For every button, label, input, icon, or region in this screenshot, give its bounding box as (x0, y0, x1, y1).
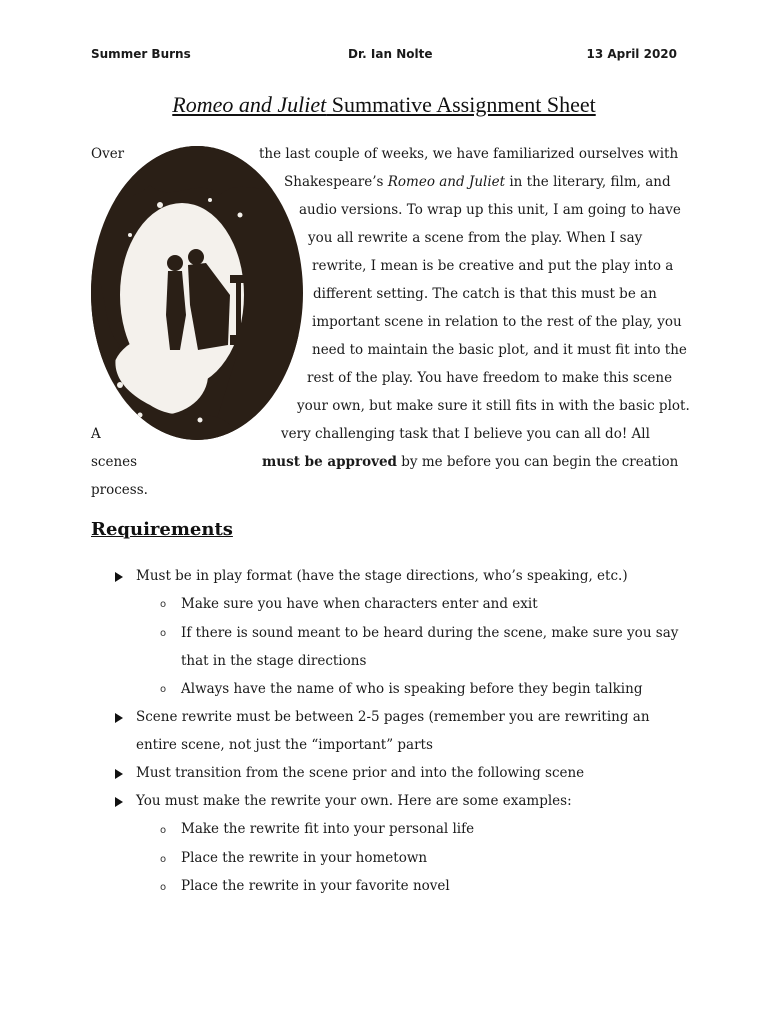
requirement-4: You must make the rewrite your own. Here are some examples: (136, 793, 572, 809)
intro-line-1b: the last couple of weeks, we have familiarized ourselves with (259, 146, 679, 162)
page-title (0, 92, 768, 118)
title-play-name: Romeo and Juliet (172, 92, 327, 117)
intro-line-11a: A (91, 426, 101, 442)
intro-line-12b: must be approved by me before you can begin the creation (262, 454, 679, 470)
header-date: 13 April 2020 (586, 47, 677, 61)
sub-bullet-marker: o (160, 599, 167, 610)
requirement-1-sub-1: Make sure you have when characters enter and exit (181, 596, 538, 612)
requirement-1: Must be in play format (have the stage directions, who’s speaking, etc.) (136, 568, 628, 584)
sub-bullet-marker: o (160, 684, 167, 695)
header-teacher: Dr. Ian Nolte (348, 47, 433, 61)
intro-line-13: process. (91, 482, 148, 498)
arrowhead-bullet-icon (115, 769, 123, 779)
intro-line-9: rest of the play. You have freedom to make this scene (307, 370, 673, 386)
arrowhead-bullet-icon (115, 797, 123, 807)
sub-bullet-marker: o (160, 882, 167, 893)
requirement-1-sub-2b: that in the stage directions (181, 653, 367, 669)
requirement-4-sub-3: Place the rewrite in your favorite novel (181, 878, 450, 894)
requirements-heading: Requirements (91, 519, 233, 540)
intro-line-5: rewrite, I mean is be creative and put the play into a (312, 258, 674, 274)
balcony-silhouette-image (90, 145, 304, 441)
arrowhead-bullet-icon (115, 572, 123, 582)
sub-bullet-marker: o (160, 825, 167, 836)
intro-line-1a: Over (91, 146, 125, 162)
intro-line-4: you all rewrite a scene from the play. When I say (308, 230, 643, 246)
intro-line-8: need to maintain the basic plot, and it must fit into the (312, 342, 687, 358)
requirement-4-sub-1: Make the rewrite fit into your personal life (181, 821, 475, 837)
intro-line-11b: very challenging task that I believe you can all do! All (281, 426, 650, 442)
intro-line-3: audio versions. To wrap up this unit, I am going to have (299, 202, 681, 218)
requirement-2b: entire scene, not just the “important” parts (136, 737, 433, 753)
requirement-3: Must transition from the scene prior and into the following scene (136, 765, 585, 781)
sub-bullet-marker: o (160, 854, 167, 865)
requirement-1-sub-2a: If there is sound meant to be heard during the scene, make sure you say (181, 625, 679, 641)
intro-line-2: Shakespeare’s Romeo and Juliet in the literary, film, and (284, 174, 671, 190)
header-author: Summer Burns (91, 47, 191, 61)
intro-line-10: your own, but make sure it still fits in with the basic plot. (297, 398, 690, 414)
sub-bullet-marker: o (160, 628, 167, 639)
title-rest: Summative Assignment Sheet (326, 92, 596, 117)
intro-line-12a: scenes (91, 454, 138, 470)
intro-line-7: important scene in relation to the rest of the play, you (312, 314, 682, 330)
requirement-4-sub-2: Place the rewrite in your hometown (181, 850, 428, 866)
requirement-1-sub-3: Always have the name of who is speaking before they begin talking (181, 681, 643, 697)
arrowhead-bullet-icon (115, 713, 123, 723)
requirement-2a: Scene rewrite must be between 2-5 pages (remember you are rewriting an (136, 709, 650, 725)
intro-line-6: different setting. The catch is that this must be an (313, 286, 657, 302)
